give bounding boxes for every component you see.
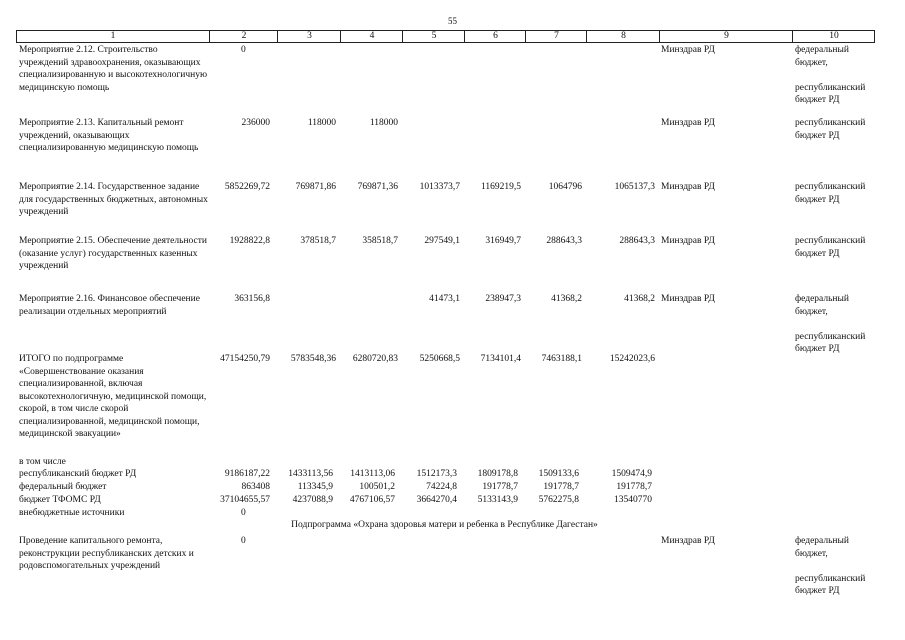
value-col-7: 1064796 [548,182,582,192]
header-col-4: 4 [340,31,403,42]
breakdown-label: внебюджетные источники [19,508,125,518]
executor: Минздрав РД [661,294,715,304]
breakdown-value-col-4: 100501,2 [359,482,395,492]
header-col-5: 5 [402,31,465,42]
breakdown-value-col-4: 1413113,06 [350,469,395,479]
value-col-3: 5783548,36 [290,354,336,364]
breakdown-label: федеральный бюджет [19,482,107,492]
breakdown-value-col-3: 4237088,9 [292,495,333,505]
header-col-2: 2 [209,31,278,42]
executor: Минздрав РД [661,182,715,192]
row-name: Мероприятие 2.14. Государственное задание для государственных бюджетных, автономных учреждений [19,182,208,217]
value-col-2: 47154250,79 [220,354,270,364]
funding-source: федеральный бюджет, республиканский бюджет РД [795,536,866,596]
subprogram-title: Подпрограмма «Охрана здоровья матери и ребенка в Республике Дагестан» [291,520,598,530]
value-col-4: 118000 [369,118,398,128]
funding-source: республиканский бюджет РД [795,236,866,259]
value-col-6: 238947,3 [485,294,521,304]
value-col-6: 316949,7 [485,236,521,246]
breakdown-value-col-3: 113345,9 [297,482,333,492]
value-col-3: 769871,86 [295,182,336,192]
value-col-6: 7134101,4 [480,354,521,364]
value-col-4: 769871,36 [357,182,398,192]
breakdown-value-col-8: 191778,7 [616,482,652,492]
value-col-7: 7463188,1 [541,354,582,364]
value-col-5: 1013373,7 [419,182,460,192]
breakdown-value-col-2: 37104655,57 [220,495,270,505]
value-col-2: 0 [241,45,246,55]
breakdown-value-col-2: 0 [241,508,246,518]
value-col-2: 363156,8 [234,294,270,304]
executor: Минздрав РД [661,536,715,546]
breakdown-value-col-7: 1509133,6 [538,469,579,479]
value-col-2: 5852269,72 [224,182,270,192]
header-col-7: 7 [525,31,587,42]
breakdown-value-col-5: 3664270,4 [416,495,457,505]
executor: Минздрав РД [661,118,715,128]
row-name: Мероприятие 2.12. Строительство учреждений здравоохранения, оказывающих специализированную и высокотехнологичную медицинскую помощь [19,45,208,93]
breakdown-value-col-2: 9186187,22 [224,469,270,479]
executor: Минздрав РД [661,45,715,55]
header-col-8: 8 [586,31,660,42]
row-name: Мероприятие 2.13. Капитальный ремонт учреждений, оказывающих специализированную медицинскую помощь [19,118,199,153]
breakdown-value-col-3: 1433113,56 [288,469,333,479]
breakdown-heading: в том числе [19,457,66,467]
row-name: Мероприятие 2.15. Обеспечение деятельности (оказание услуг) государственных казенных учреждений [19,236,207,271]
breakdown-value-col-5: 1512173,3 [416,469,457,479]
header-col-1: 1 [110,31,116,41]
breakdown-value-col-6: 191778,7 [482,482,518,492]
value-col-5: 5250668,5 [419,354,460,364]
breakdown-value-col-7: 5762275,8 [538,495,579,505]
value-col-2: 0 [241,536,246,546]
row-name: Мероприятие 2.16. Финансовое обеспечение реализации отдельных мероприятий [19,294,200,317]
header-col-9: 9 [659,31,793,42]
breakdown-label: бюджет ТФОМС РД [19,495,101,505]
value-col-3: 118000 [307,118,336,128]
funding-source: федеральный бюджет, республиканский бюджет РД [795,45,866,105]
breakdown-value-col-6: 5133143,9 [477,495,518,505]
value-col-6: 1169219,5 [480,182,521,192]
header-col-3: 3 [277,31,341,42]
value-col-8: 1065137,3 [614,182,655,192]
breakdown-value-col-5: 74224,8 [426,482,457,492]
executor: Минздрав РД [661,236,715,246]
breakdown-value-col-8: 1509474,9 [611,469,652,479]
page-number: 55 [448,16,457,26]
header-col-10: 10 [792,31,875,42]
value-col-2: 1928822,8 [229,236,270,246]
value-col-8: 15242023,6 [609,354,655,364]
breakdown-label: республиканский бюджет РД [19,469,137,479]
row-name: Проведение капитального ремонта, реконструкции республиканских детских и родовспомогательных учреждений [19,536,194,571]
value-col-7: 41368,2 [551,294,582,304]
value-col-8: 41368,2 [624,294,655,304]
value-col-7: 288643,3 [546,236,582,246]
row-name: ИТОГО по подпрограмме «Совершенствование оказания специализированной, включая высокотехнологичную, медицинской помощи, скорой, в том числе скорой специализированной, медицинской помощи, медицинской эвакуации» [19,354,207,439]
value-col-2: 236000 [241,118,270,128]
table-header [16,30,875,43]
value-col-5: 41473,1 [429,294,460,304]
value-col-8: 288643,3 [619,236,655,246]
breakdown-value-col-2: 863408 [241,482,270,492]
header-col-6: 6 [464,31,526,42]
value-col-4: 358518,7 [362,236,398,246]
breakdown-value-col-8: 13540770 [614,495,652,505]
funding-source: республиканский бюджет РД [795,182,866,205]
value-col-5: 297549,1 [424,236,460,246]
breakdown-value-col-6: 1809178,8 [477,469,518,479]
value-col-3: 378518,7 [300,236,336,246]
funding-source: федеральный бюджет, республиканский бюджет РД [795,294,866,354]
value-col-4: 6280720,83 [352,354,398,364]
breakdown-value-col-7: 191778,7 [543,482,579,492]
breakdown-value-col-4: 4767106,57 [349,495,395,505]
funding-source: республиканский бюджет РД [795,118,866,141]
